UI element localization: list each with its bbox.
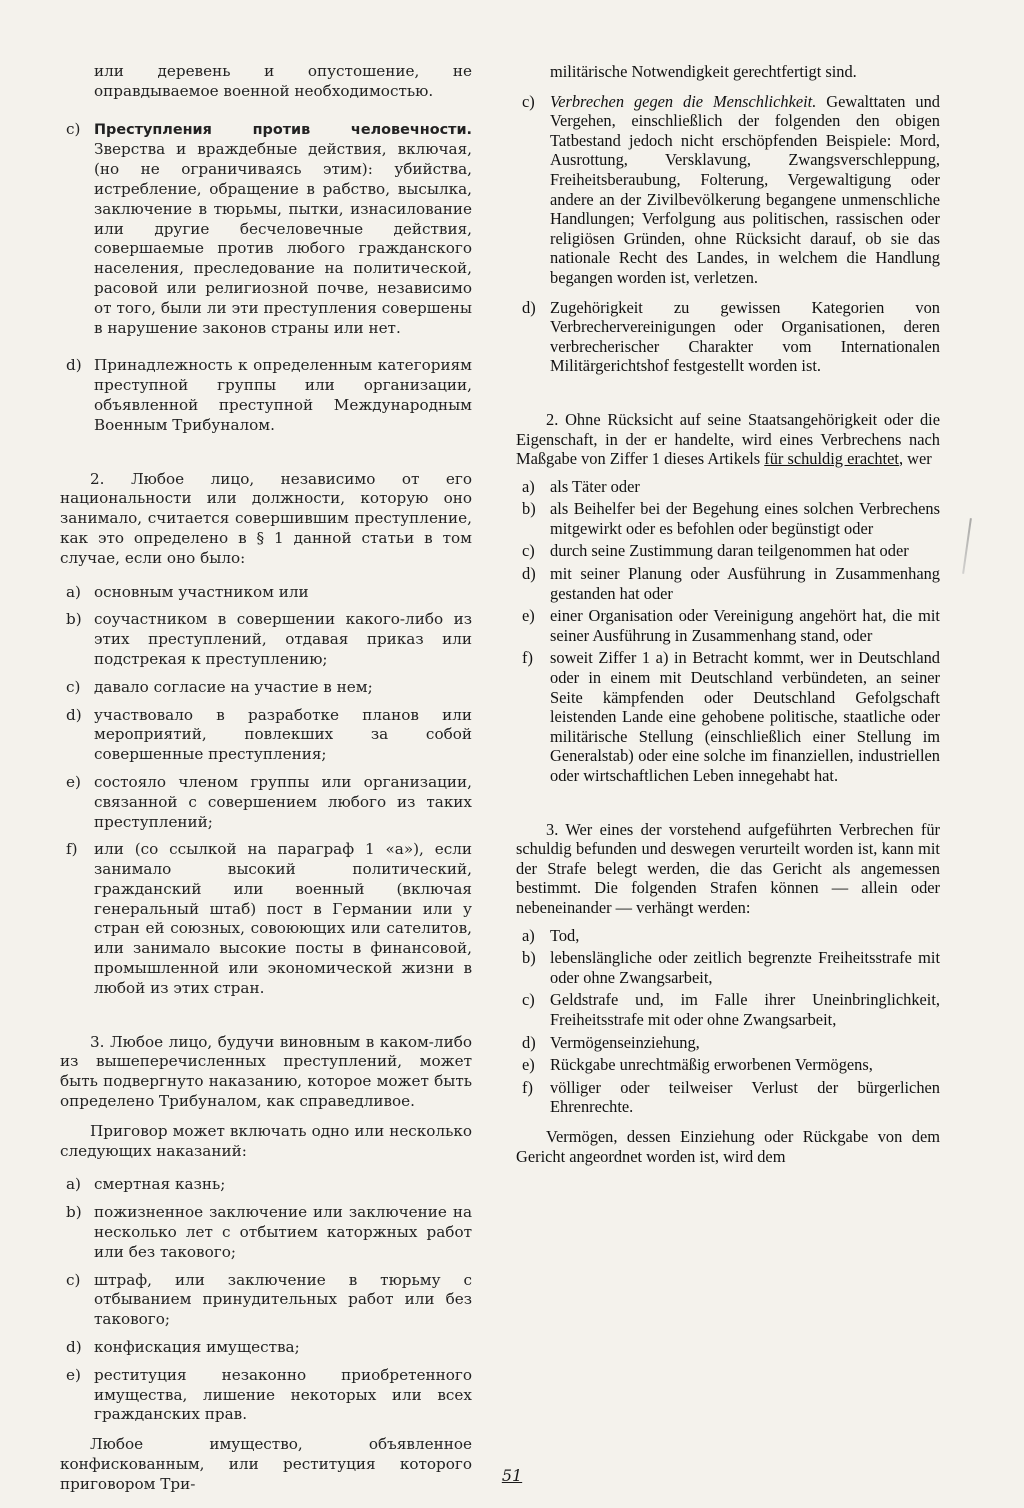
list-item-text: штраф, или заключение в тюрьму с отбыванием принудительных работ или без такового; bbox=[94, 1270, 472, 1329]
list-item-marker: f) bbox=[522, 1077, 533, 1097]
ru-paragraph-3: 3. Любое лицо, будучи виновным в каком-либо из вышеперечисленных преступлений, может быть подвергнуто наказанию, которое может быть определено Трибуналом, как справедливое. bbox=[60, 1032, 472, 1111]
list-item-text: soweit Ziffer 1 a) in Betracht kommt, wer in Deutschland oder in einem mit Deutschland verbündeten, an seiner Seite kämpfenden oder Deutschland Gefolgschaft leistenden Lande eine gehobene politische, staatliche oder militärische Stellung (einschließlich einer Stellung im Generalstab) oder eine solche im finanziellen, industriellen oder wirtschaftlichen Leben innegehabt hat. bbox=[550, 648, 940, 785]
list-item-marker: c) bbox=[522, 990, 535, 1010]
list-item-marker: e) bbox=[66, 1365, 81, 1384]
list-item bbox=[516, 648, 940, 785]
ru-item-c-marker: c) bbox=[66, 119, 81, 138]
list-item-text: Rückgabe unrechtmäßig erworbenen Vermögens, bbox=[550, 1055, 873, 1075]
list-item bbox=[60, 1366, 472, 1425]
ru-item-d-text: Принадлежность к определенным категориям преступной группы или организации, объявленной преступной Международным Военным Трибуналом. bbox=[94, 356, 472, 434]
list-item-marker: d) bbox=[522, 564, 536, 584]
list-item-text: als Täter oder bbox=[550, 476, 640, 496]
de-paragraph-2-underlined: für schuldig erachtet bbox=[764, 449, 899, 469]
list-item-text: участвовало в разработке планов или мероприятий, повлекших за собой совершенные преступления; bbox=[94, 705, 472, 764]
list-item-text: durch seine Zustimmung daran teilgenommen hat oder bbox=[550, 541, 909, 561]
list-item bbox=[60, 840, 472, 998]
list-item-text: Vermögenseinziehung, bbox=[550, 1032, 700, 1052]
de-paragraph-2-text: 2. Ohne Rücksicht auf seine Staatsangehörigkeit oder die Eigenschaft, in der er handelte, wird eines Verbrechens nach Maßgabe von Ziffer 1 dieses Artikels bbox=[516, 409, 940, 469]
ru-paragraph-4: Любое имущество, объявленное конфискованным, или реституция которого приговором Три- bbox=[60, 1435, 472, 1493]
page-number bbox=[0, 1466, 1024, 1485]
de-paragraph-4: Vermögen, dessen Einziehung oder Rückgabe von dem Gericht angeordnet worden ist, wird dem bbox=[516, 1126, 940, 1166]
list-item bbox=[60, 678, 472, 698]
de-item-c-text: Gewalttaten und Vergehen, einschließlich der folgenden den obigen Tatbestand jedoch nicht erschöpfenden Beispiele: Mord, Ausrottung, Versklavung, Zwangsverschleppung, Freiheitsberaubung, Folterung, Vergewaltigung oder andere an der Zivilbevölkerung begangene unmenschliche Handlungen; Verfolgung aus politischen, rassischen oder religiösen Gründen, ohne Rücksicht darauf, ob sie das nationale Recht des Landes, in welchem die Handlung begangen worden ist, verletzen. bbox=[550, 91, 940, 287]
margin-pencil-mark bbox=[962, 518, 972, 574]
list-item-marker: d) bbox=[66, 705, 82, 724]
list-item-marker: e) bbox=[66, 772, 81, 791]
list-item bbox=[60, 1271, 472, 1330]
list-item bbox=[60, 1175, 472, 1195]
list-item bbox=[516, 926, 940, 946]
list-item-marker: b) bbox=[66, 1203, 82, 1222]
list-item-text: или (со ссылкой на параграф 1 «а»), если занимало высокий политический, гражданский или военный (включая генеральный штаб) пост в Германии или у стран ей союзных, совоюющих или сателитов, или занимало высокие посты в финансовой, промышленной или экономической жизни в любой из этих стран. bbox=[94, 840, 472, 997]
list-item-text: реституция незаконно приобретенного имущества, лишение некоторых или всех гражданских прав. bbox=[94, 1365, 472, 1424]
list-item-marker: b) bbox=[522, 948, 536, 968]
list-item-marker: e) bbox=[522, 606, 535, 626]
list-item-text: lebenslängliche oder zeitlich begrenzte Freiheitsstrafe mit oder ohne Zwangsarbeit, bbox=[550, 948, 940, 987]
ru-paragraph-2-list bbox=[60, 583, 472, 999]
de-paragraph-3: 3. Wer eines der vorstehend aufgeführten Verbrechen für schuldig befunden und deswegen verurteilt worden ist, kann mit der Strafe belegt werden, die das Gericht als angemessen bestimmt. Die folgenden Strafen können — allein oder nebeneinander — verhängt werden: bbox=[516, 819, 940, 917]
list-item bbox=[516, 1055, 940, 1075]
de-item-c bbox=[516, 92, 940, 288]
de-item-d-text: Zugehörigkeit zu gewissen Kategorien von Verbrechervereinigungen oder Organisationen, deren verbrecherischer Charakter vom Internationalen Militärgerichtshof festgestellt worden ist. bbox=[550, 297, 940, 376]
list-item-text: конфискация имущества; bbox=[94, 1338, 300, 1357]
list-item-marker: e) bbox=[522, 1055, 535, 1075]
list-item-text: давало согласие на участие в нем; bbox=[94, 677, 373, 696]
russian-column bbox=[60, 62, 472, 1495]
list-item bbox=[516, 477, 940, 497]
list-item bbox=[60, 706, 472, 765]
list-item-text: состояло членом группы или организации, связанной с совершением любого из таких преступлений; bbox=[94, 772, 472, 831]
list-item-text: основным участником или bbox=[94, 582, 309, 601]
de-paragraph-2-list bbox=[516, 477, 940, 786]
list-item-text: einer Organisation oder Vereinigung angehört hat, die mit seiner Ausführung in Zusammenhang stand, oder bbox=[550, 606, 940, 645]
de-item-d bbox=[516, 298, 940, 376]
list-item-marker: c) bbox=[66, 677, 81, 696]
de-paragraph-3-list bbox=[516, 926, 940, 1117]
ru-paragraph-3-list bbox=[60, 1175, 472, 1425]
list-item-text: соучастником в совершении какого-либо из этих преступлений, отдавая приказ или подстрекая к преступлению; bbox=[94, 610, 472, 668]
list-item bbox=[60, 583, 472, 603]
list-item bbox=[60, 1203, 472, 1262]
de-paragraph-2-end: , wer bbox=[898, 449, 932, 469]
ru-item-d-marker: d) bbox=[66, 356, 82, 375]
list-item-text: пожизненное заключение или заключение на несколько лет с отбытием каторжных работ или без такового; bbox=[94, 1203, 472, 1261]
ru-item-c bbox=[60, 120, 472, 339]
list-item bbox=[516, 1078, 940, 1117]
ru-paragraph-3b: Приговор может включать одно или несколько следующих наказаний: bbox=[60, 1121, 472, 1160]
list-item bbox=[516, 564, 940, 603]
list-item bbox=[516, 499, 940, 538]
list-item-marker: a) bbox=[522, 925, 535, 945]
ru-continuation-b: или деревень и опустошение, не оправдываемое военной необходимостью. bbox=[94, 62, 472, 100]
list-item-marker: d) bbox=[66, 1338, 82, 1357]
list-item-text: völliger oder teilweiser Verlust der bürgerlichen Ehrenrechte. bbox=[550, 1077, 940, 1117]
list-item-marker: b) bbox=[66, 610, 82, 629]
list-item bbox=[516, 541, 940, 561]
de-item-c-heading: Verbrechen gegen die Menschlichkeit. bbox=[550, 91, 817, 111]
ru-paragraph-2: 2. Любое лицо, независимо от его национальности или должности, которую оно занимало, считается совершившим преступление, как это определено в § 1 данной статьи в том случае, если оно было: bbox=[60, 469, 472, 567]
german-column bbox=[516, 62, 940, 1166]
list-item-text: Tod, bbox=[550, 925, 580, 945]
list-item-text: mit seiner Planung oder Ausführung in Zusammenhang gestanden hat oder bbox=[550, 564, 940, 603]
list-item-marker: a) bbox=[522, 476, 535, 496]
list-item bbox=[516, 948, 940, 987]
list-item-marker: c) bbox=[522, 541, 535, 561]
list-item-marker: a) bbox=[66, 582, 81, 601]
ru-item-c-text: Зверства и враждебные действия, включая, (но не ограничиваясь этим): убийства, истребление, обращение в рабство, высылка, заключение в тюрьмы, пытки, изнасилование или другие бесчеловечные действия, совершаемые против любого гражданского населения, преследование на политической, расовой или религиозной почве, независимо от того, были ли эти преступления совершены в нарушение законов страны или нет. bbox=[94, 140, 472, 337]
page-number-text: 51 bbox=[501, 1466, 523, 1485]
list-item-marker: c) bbox=[66, 1270, 81, 1289]
list-item-marker: b) bbox=[522, 499, 536, 519]
de-continuation-b: militärische Notwendigkeit gerechtfertigt sind. bbox=[550, 62, 857, 81]
list-item-text: Geldstrafe und, im Falle ihrer Uneinbringlichkeit, Freiheitsstrafe mit oder ohne Zwangsarbeit, bbox=[550, 990, 940, 1029]
ru-item-d bbox=[60, 356, 472, 435]
list-item bbox=[516, 1033, 940, 1053]
list-item bbox=[60, 773, 472, 832]
de-item-d-marker: d) bbox=[522, 297, 536, 317]
list-item-text: als Beihelfer bei der Begehung eines solchen Verbrechens mitgewirkt oder es befohlen oder begünstigt oder bbox=[550, 499, 940, 538]
list-item-marker: d) bbox=[522, 1032, 536, 1052]
list-item bbox=[60, 1338, 472, 1358]
list-item bbox=[516, 990, 940, 1029]
list-item bbox=[516, 606, 940, 645]
list-item-marker: f) bbox=[66, 840, 78, 859]
list-item-marker: a) bbox=[66, 1175, 81, 1194]
de-item-c-marker: c) bbox=[522, 91, 535, 111]
list-item-text: смертная казнь; bbox=[94, 1175, 226, 1194]
ru-item-c-heading: Преступления против человечности. bbox=[94, 121, 472, 138]
list-item bbox=[60, 610, 472, 669]
list-item-marker: f) bbox=[522, 648, 533, 668]
de-paragraph-2 bbox=[516, 410, 940, 469]
